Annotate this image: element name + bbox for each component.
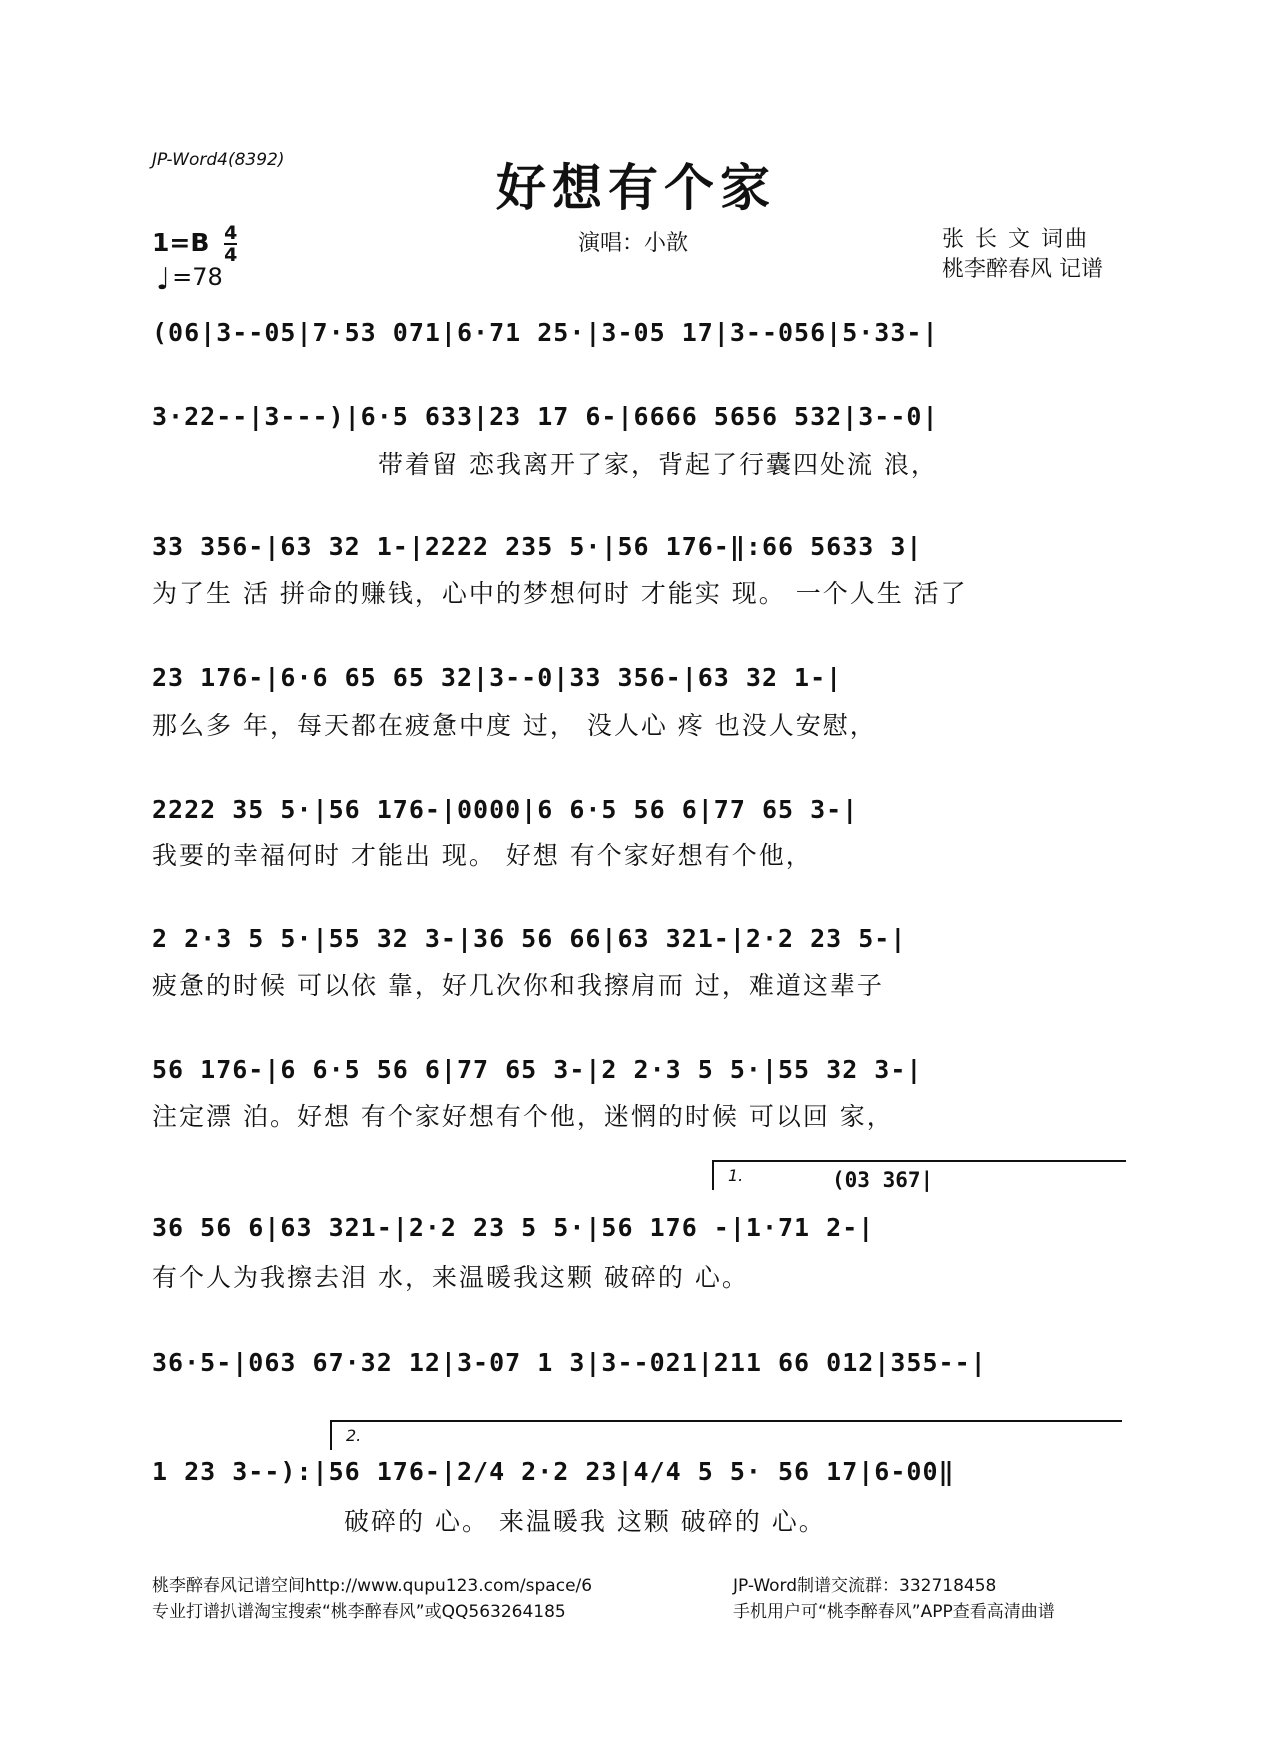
lyricist-composer: 张 长 文 词曲 bbox=[942, 227, 1089, 252]
score-line-10: 1 23 3--):|56 176-|2/4 2·2 23|4/4 5 5· 56 17|6-00‖ bbox=[152, 1457, 955, 1486]
lyric-line-2: 带着留 恋我离开了家，背起了行囊四处流 浪， bbox=[378, 450, 938, 479]
key-signature bbox=[152, 224, 237, 264]
volta-bracket-2 bbox=[330, 1420, 1122, 1450]
volta-1-label: 1. bbox=[728, 1166, 744, 1185]
lyric-line-4: 那么多 年，每天都在疲惫中度 过， 没人心 疼 也没人安慰， bbox=[152, 711, 877, 740]
performer: 演唱：小歆 bbox=[578, 231, 689, 256]
volta-bracket-1 bbox=[712, 1160, 1126, 1190]
volta-2-label: 2. bbox=[346, 1426, 362, 1445]
score-line-3: 33 356-|63 32 1-|2222 235 5·|56 176-‖:66 5633 3| bbox=[152, 532, 923, 561]
lyric-line-6: 疲惫的时候 可以依 靠，好几次你和我擦肩而 过，难道这辈子 bbox=[152, 971, 884, 1000]
score-line-4: 23 176-|6·6 65 65 32|3--0|33 356-|63 32 1-| bbox=[152, 663, 843, 692]
lyric-line-8: 有个人为我擦去泪 水，来温暖我这颗 破碎的 心。 bbox=[152, 1263, 749, 1292]
score-line-7: 56 176-|6 6·5 56 6|77 65 3-|2 2·3 5 5·|55 32 3-| bbox=[152, 1055, 923, 1084]
footer-right-1: JP-Word制谱交流群：332718458 bbox=[733, 1576, 997, 1596]
tempo-text: =78 bbox=[172, 263, 223, 291]
footer-left-2: 专业打谱扒谱淘宝搜索“桃李醉春风”或QQ563264185 bbox=[152, 1602, 566, 1622]
time-top: 4 bbox=[224, 222, 238, 244]
transcriber: 桃李醉春风 记谱 bbox=[942, 257, 1103, 282]
score-line-1: (06|3--05|7·53 071|6·71 25·|3-05 17|3--056|5·33-| bbox=[152, 318, 939, 347]
volta-1-inner-notes: (03 367| bbox=[832, 1168, 934, 1192]
quarter-note-icon: ♩ bbox=[156, 262, 171, 297]
time-signature bbox=[224, 224, 237, 264]
song-title: 好想有个家 bbox=[496, 158, 776, 217]
lyric-line-7: 注定漂 泊。好想 有个家好想有个他，迷惘的时候 可以回 家， bbox=[152, 1102, 894, 1131]
lyric-line-10: 破碎的 心。 来温暖我 这颗 破碎的 心。 bbox=[344, 1507, 826, 1536]
score-line-5: 2222 35 5·|56 176-|0000|6 6·5 56 6|77 65 3-| bbox=[152, 795, 859, 824]
tempo-mark bbox=[156, 262, 223, 297]
score-line-8: 36 56 6|63 321-|2·2 23 5 5·|56 176 -|1·71 2-| bbox=[152, 1213, 875, 1242]
lyric-line-5: 我要的幸福何时 才能出 现。 好想 有个家好想有个他， bbox=[152, 841, 813, 870]
score-line-6: 2 2·3 5 5·|55 32 3-|36 56 66|63 321-|2·2 23 5-| bbox=[152, 924, 907, 953]
score-line-9: 36·5-|063 67·32 12|3-07 1 3|3--021|211 66 012|355--| bbox=[152, 1348, 987, 1377]
lyric-line-3: 为了生 活 拼命的赚钱，心中的梦想何时 才能实 现。 一个人生 活了 bbox=[152, 579, 968, 608]
key-text: 1=B bbox=[152, 228, 210, 257]
time-bottom: 4 bbox=[224, 244, 238, 266]
footer-right-2: 手机用户可“桃李醉春风”APP查看高清曲谱 bbox=[733, 1602, 1055, 1622]
score-line-2: 3·22--|3---)|6·5 633|23 17 6-|6666 5656 532|3--0| bbox=[152, 402, 939, 431]
software-label: JP-Word4(8392) bbox=[152, 150, 285, 170]
footer-left-1: 桃李醉春风记谱空间http://www.qupu123.com/space/6 bbox=[152, 1576, 593, 1596]
